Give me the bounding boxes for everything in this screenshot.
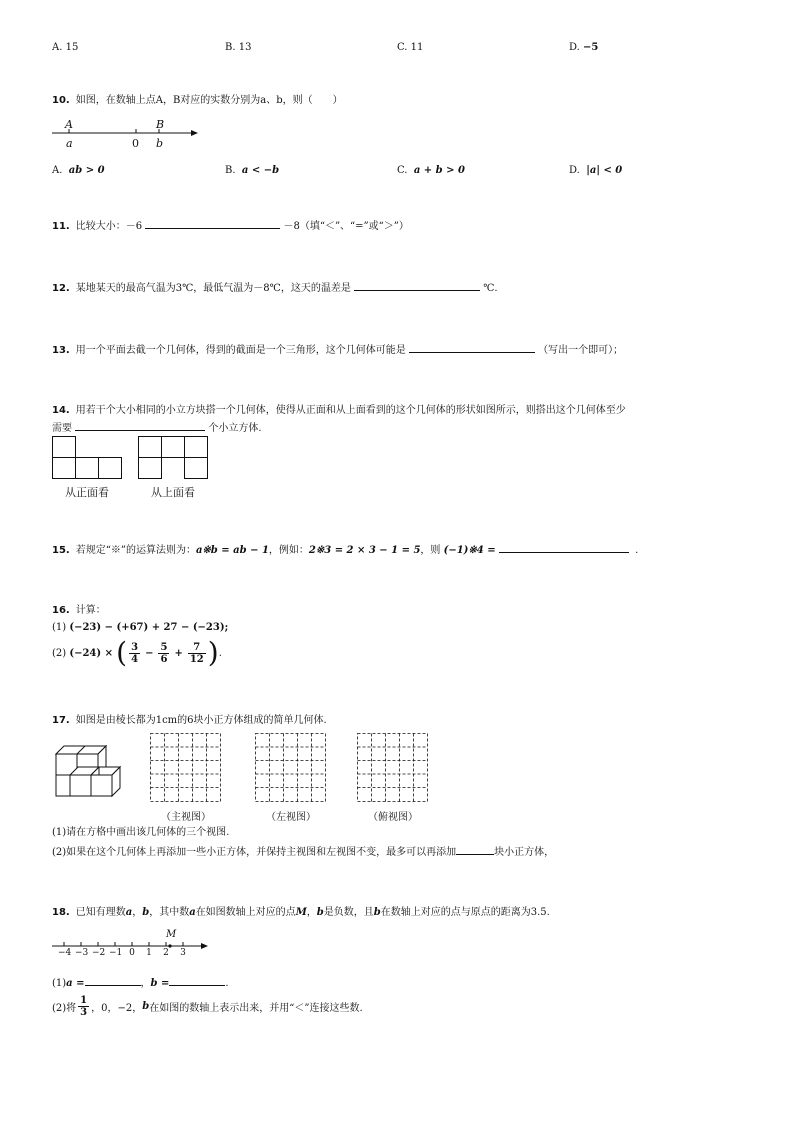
top-view-label: 从上面看: [151, 486, 195, 499]
q18-part2: [52, 992, 363, 1020]
q13: [52, 342, 623, 358]
numerator: 1: [80, 994, 88, 1006]
option-letter: D.: [569, 42, 580, 53]
var-M: M: [295, 907, 307, 918]
option-letter: B.: [225, 42, 236, 53]
question-text: 在数轴上对应的点与原点的距离为3.5.: [380, 907, 550, 918]
q17-grid-top[interactable]: [357, 733, 429, 803]
question-number: 14.: [52, 405, 70, 416]
q17-grid-left[interactable]: [255, 733, 327, 803]
answer-blank[interactable]: [499, 542, 629, 553]
q9-option-c: [397, 42, 423, 53]
q16-part1: [52, 621, 228, 635]
var-b: b: [373, 907, 381, 918]
answer-blank[interactable]: [145, 218, 280, 229]
numerator: 3: [131, 641, 139, 653]
left-paren: (: [116, 636, 128, 669]
q14-line1: [52, 404, 626, 418]
tick-label: 1: [146, 948, 152, 958]
question-text: 某地某天的最高气温为3℃，最低气温为－8℃，这天的温差是: [75, 283, 351, 294]
expression: a =: [66, 978, 85, 989]
question-text: ，0，−2，: [91, 1002, 143, 1014]
question-text: .: [225, 978, 229, 989]
var-a: a: [125, 907, 133, 918]
fraction: [158, 642, 169, 665]
question-text: 块小正方体，: [494, 847, 555, 858]
q10-stem: [52, 94, 343, 108]
part-label: (1): [52, 978, 67, 989]
q18-stem: [52, 906, 550, 920]
question-number: 13.: [52, 345, 70, 356]
answer-blank-a[interactable]: [85, 975, 141, 986]
expression: (−23) − (+67) + 27 − (−23);: [69, 622, 229, 633]
question-text: ，则: [420, 545, 441, 556]
question-text: 在如图的数轴上表示出来，并用“＜”连接这些数.: [149, 1002, 363, 1014]
q16-stem: [52, 604, 106, 618]
arrow-head: [191, 130, 198, 136]
question-text: 比较大小：－6: [75, 221, 143, 232]
option-text: −5: [583, 42, 599, 53]
question-text: 计算：: [75, 605, 106, 616]
tick-label: 0: [129, 948, 135, 958]
q17-part2: [52, 844, 554, 860]
q18-part1: [52, 975, 229, 991]
operator: −: [145, 647, 154, 659]
fraction: [78, 995, 89, 1018]
label-M: M: [166, 929, 177, 940]
option-letter: A.: [52, 165, 63, 176]
label-b: b: [156, 137, 164, 150]
numerator: 5: [160, 641, 168, 653]
question-text: 是负数，且: [323, 907, 374, 918]
question-text: －8（填“＜”、“=”或“＞”）: [283, 221, 409, 232]
answer-blank[interactable]: [456, 844, 494, 855]
q9-option-d: [569, 42, 598, 53]
question-text: 用一个平面去截一个几何体，得到的截面是一个三角形，这个几何体可能是: [75, 345, 406, 356]
question-text: ，: [306, 907, 317, 918]
label-a: a: [66, 137, 73, 150]
tick-label: −4: [58, 948, 72, 958]
q15: [52, 542, 638, 558]
q16-part2: [52, 637, 222, 669]
question-text: ℃.: [483, 283, 498, 294]
question-text: 需要: [52, 423, 72, 434]
expression: b =: [150, 978, 170, 989]
q11: [52, 218, 409, 234]
denominator: 12: [189, 653, 204, 665]
option-text: 15: [65, 42, 79, 53]
fraction: [188, 642, 206, 665]
question-text: 在如图数轴上对应的点: [195, 907, 296, 918]
answer-blank[interactable]: [354, 280, 480, 291]
question-text: 如图是由棱长都为1cm的6块小正方体组成的简单几何体.: [75, 715, 327, 726]
question-number: 18.: [52, 907, 70, 918]
fraction: [129, 642, 140, 665]
tick-label: −3: [75, 948, 89, 958]
q12: [52, 280, 498, 296]
question-text: ，其中数: [149, 907, 190, 918]
grid-label-left: （左视图）: [266, 812, 316, 823]
question-number: 16.: [52, 605, 70, 616]
rule-expression: a※b = ab − 1: [195, 545, 269, 556]
operator: +: [174, 647, 183, 659]
arrow-head: [201, 943, 208, 949]
denominator: 4: [131, 653, 139, 665]
question-expression: (−1)※4 =: [443, 545, 496, 556]
q10-option-b: [225, 165, 279, 176]
question-text: ，: [132, 907, 143, 918]
label-B: B: [156, 118, 165, 131]
answer-blank[interactable]: [409, 342, 535, 353]
q9-option-b: [225, 42, 251, 53]
part-label: (1): [52, 622, 67, 633]
q14-front-view: [52, 436, 122, 480]
option-letter: D.: [569, 165, 580, 176]
var-b: b: [142, 1000, 150, 1012]
q17-cube-solid: [52, 740, 132, 800]
numerator: 7: [193, 641, 201, 653]
option-letter: B.: [225, 165, 236, 176]
example-expression: 2※3 = 2 × 3 − 1 = 5: [308, 545, 421, 556]
option-text: |a| < 0: [586, 165, 623, 176]
tick-label: 3: [180, 948, 186, 958]
question-number: 12.: [52, 283, 70, 294]
option-letter: A.: [52, 42, 63, 53]
tick-label: −2: [92, 948, 106, 958]
question-text: 用若干个大小相同的小立方块搭一个几何体，使得从正面和从上面看到的这个几何体的形状如图所示，则搭出这个几何体至少: [75, 405, 626, 416]
label-0: 0: [132, 137, 139, 150]
option-text: a < −b: [241, 165, 280, 176]
q10-option-a: [52, 165, 105, 176]
question-text: 个小立方体.: [208, 423, 262, 434]
tick-label: −1: [109, 948, 123, 958]
question-number: 15.: [52, 545, 70, 556]
option-text: 13: [238, 42, 252, 53]
question-text: .: [635, 545, 639, 556]
q10-option-d: [569, 165, 622, 176]
front-view-label: 从正面看: [65, 486, 109, 499]
question-text: 已知有理数: [75, 907, 126, 918]
question-number: 11.: [52, 221, 70, 232]
q14-top-view: [138, 436, 208, 480]
answer-blank[interactable]: [75, 420, 205, 431]
question-number: 10.: [52, 95, 70, 106]
q17-stem: [52, 714, 327, 728]
q17-grid-front[interactable]: [150, 733, 222, 803]
question-text: ，: [140, 978, 151, 989]
grid-label-top: （俯视图）: [368, 812, 418, 823]
right-paren: ): [207, 636, 219, 669]
question-number: 17.: [52, 715, 70, 726]
option-text: a + b > 0: [413, 165, 465, 176]
expression: .: [218, 647, 222, 659]
option-text: 11: [410, 42, 424, 53]
var-b: b: [316, 907, 324, 918]
option-letter: C.: [397, 42, 408, 53]
option-letter: C.: [397, 165, 408, 176]
q10-number-line: [52, 118, 202, 152]
var-a: a: [189, 907, 196, 918]
denominator: 3: [80, 1006, 88, 1018]
question-text: 若规定“※”的运算法则为：: [75, 545, 196, 556]
question-text: （写出一个即可）；: [538, 345, 624, 356]
q14-line2: [52, 420, 262, 436]
q9-option-a: [52, 42, 78, 53]
question-text: (1)请在方格中画出该几何体的三个视图.: [52, 827, 230, 838]
answer-blank-b[interactable]: [169, 975, 225, 986]
question-text: (2)如果在这个几何体上再添加一些小正方体，并保持主视图和左视图不变，最多可以再添加: [52, 847, 457, 858]
option-text: ab > 0: [68, 165, 105, 176]
label-A: A: [65, 118, 73, 131]
part-label: (2): [52, 647, 67, 659]
question-text: ，例如：: [268, 545, 309, 556]
part-label: (2)将: [52, 1002, 77, 1014]
expression: (−24) ×: [69, 647, 113, 659]
q10-option-c: [397, 165, 465, 176]
grid-label-front: （主视图）: [161, 812, 211, 823]
var-b: b: [142, 907, 150, 918]
q17-part1: [52, 826, 229, 840]
tick-label: 2: [163, 948, 169, 958]
question-text: 如图，在数轴上点A，B对应的实数分别为a、b，则（ ）: [75, 95, 343, 106]
denominator: 6: [160, 653, 168, 665]
